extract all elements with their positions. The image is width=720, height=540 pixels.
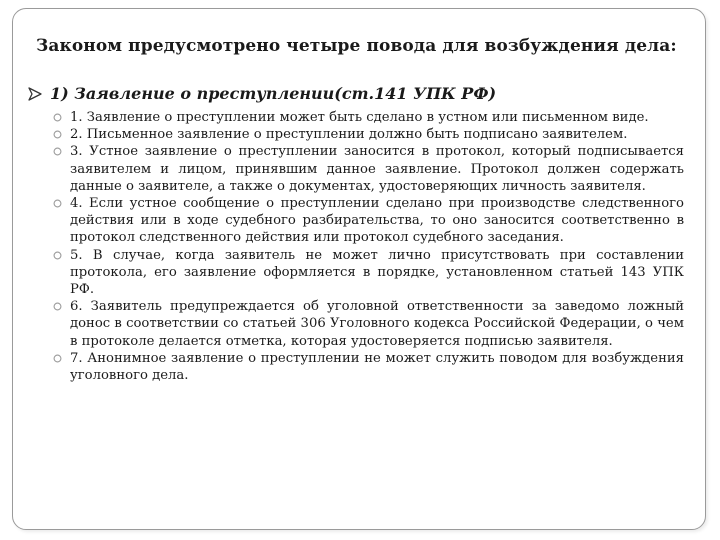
section-heading [28, 84, 698, 103]
list-item [52, 298, 684, 350]
list-item-text: 2. Письменное заявление о преступлении должно быть подписано заявителем. [70, 127, 628, 143]
circle-bullet-icon [53, 251, 62, 260]
list-item-text: 6. Заявитель предупреждается об уголовной ответственности за заведомо ложный донос в соответствии со статьей 306 Уголовного кодекса Российской Федерации, о чем в протоколе делается отметка, которая удостоверяется подписью заявителя. [70, 299, 684, 349]
circle-bullet-icon [53, 302, 62, 311]
section-label: 1) Заявление о преступлении(ст.141 УПК РФ) [50, 84, 497, 103]
list-item-text: 1. Заявление о преступлении может быть сделано в устном или письменном виде. [70, 110, 649, 125]
list-item [52, 247, 684, 299]
list-item-text: 4. Если устное сообщение о преступлении сделано при производстве следственного действия или в ходе судебного разбирательства, то оно заносится соответственно в протокол следственного действия или протокол судебного заседания. [70, 196, 684, 246]
list-item-text: 7. Анонимное заявление о преступлении не может служить поводом для возбуждения уголовного дела. [70, 350, 684, 384]
circle-bullet-icon [53, 199, 62, 208]
circle-bullet-icon [53, 113, 62, 122]
requirements-list [52, 109, 684, 384]
circle-bullet-icon [53, 354, 62, 363]
circle-bullet-icon [53, 147, 62, 156]
list-item [52, 143, 684, 195]
list-item [52, 109, 684, 126]
list-item [52, 350, 684, 384]
list-item-text: 5. В случае, когда заявитель не может лично присутствовать при составлении протокола, его заявление оформляется в порядке, установленном статьей 143 УПК РФ. [70, 247, 684, 298]
list-item-text: 3. Устное заявление о преступлении заносится в протокол, который подписывается заявителем и лицом, принявшим данное заявление. Протокол должен содержать данные о заявителе, а также о документах, удостоверяющих личность заявителя. [70, 144, 684, 194]
list-item [52, 126, 684, 143]
list-item [52, 195, 684, 247]
arrow-bullet-icon [28, 87, 42, 101]
circle-bullet-icon [53, 130, 62, 139]
slide-title: Законом предусмотрено четыре повода для возбуждения дела: [36, 36, 677, 56]
